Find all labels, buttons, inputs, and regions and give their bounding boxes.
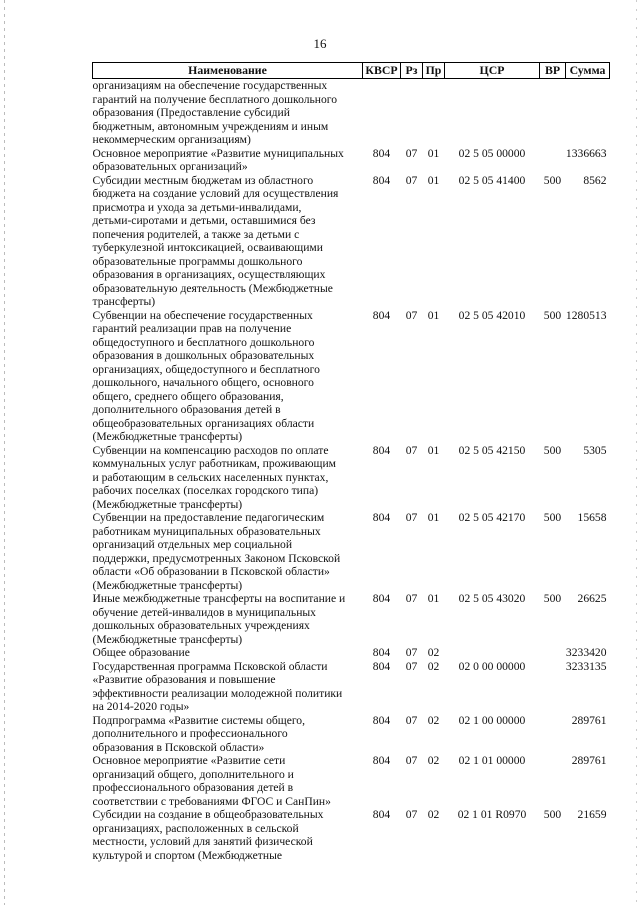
row-name-line: области «Об образовании в Псковской области» <box>92 565 330 578</box>
row-name-line: дополнительного образования детей в <box>92 403 281 416</box>
row-name-line: Подпрограмма «Развитие системы общего, <box>92 713 305 727</box>
row-pr: 01 <box>427 173 440 187</box>
row-sum: 1280513 <box>565 308 607 322</box>
row-name-line: работникам муниципальных образовательных <box>92 524 321 538</box>
row-rz: 07 <box>405 659 418 673</box>
row-name-line: образования (Предоставление субсидий <box>92 106 290 119</box>
row-pr: 02 <box>427 659 440 673</box>
row-rz: 07 <box>405 713 418 727</box>
row-csr <box>445 79 540 147</box>
row-csr: 02 5 05 42010 <box>458 308 526 322</box>
row-vr: 500 <box>543 808 562 821</box>
row-pr: 01 <box>427 443 440 457</box>
row-name <box>93 592 363 646</box>
row-kvsr: 804 <box>372 443 391 457</box>
row-kvsr: 804 <box>372 173 391 187</box>
row-vr: 500 <box>543 592 562 605</box>
row-rz: 07 <box>405 308 418 322</box>
row-sum: 26625 <box>577 592 607 605</box>
table-row <box>93 714 610 755</box>
header-name: Наименование <box>93 63 363 79</box>
row-csr: 02 5 05 42150 <box>458 443 526 457</box>
row-name-line: (Межбюджетные трансферты) <box>92 632 243 646</box>
row-name-line: (Межбюджетные трансферты) <box>92 430 243 443</box>
row-name-line: соответствии с требованиями ФГОС и СанПин» <box>92 794 331 808</box>
row-name-line: Субсидии местным бюджетам из областного <box>92 173 314 187</box>
row-vr: 500 <box>543 308 562 322</box>
row-name <box>93 79 363 147</box>
row-name-line: культурой и спортом (Межбюджетные <box>92 848 283 862</box>
row-name <box>93 511 363 592</box>
row-name-line: детьми-сиротами и детьми, оставшимися без <box>92 214 316 227</box>
row-rz <box>401 79 423 147</box>
row-vr <box>540 714 566 755</box>
row-name-line: некоммерческим организациям) <box>92 133 251 146</box>
row-name-line: Общее образование <box>92 646 190 659</box>
row-name-line: трансферты) <box>92 295 156 308</box>
row-name-line: Субвенции на обеспечение государственных <box>92 308 313 322</box>
row-vr <box>540 79 566 147</box>
row-sum: 289761 <box>571 713 607 727</box>
row-name-line: образовательную деятельность (Межбюджетные <box>92 281 333 295</box>
row-name-line: общего, среднего общего образования, <box>92 389 284 403</box>
row-name-line: организациях, расположенных в сельской <box>92 821 299 835</box>
row-rz: 07 <box>405 592 418 605</box>
row-sum: 3233420 <box>565 646 607 659</box>
table-row <box>93 808 610 862</box>
row-name-line: организациях, общедоступного и бесплатного <box>92 362 320 376</box>
row-csr: 02 1 01 00000 <box>458 754 526 767</box>
row-rz: 07 <box>405 646 418 659</box>
row-name <box>93 714 363 755</box>
row-vr: 500 <box>543 443 562 457</box>
row-name-line: гарантий реализации прав на получение <box>92 322 292 335</box>
row-csr: 02 1 00 00000 <box>458 713 526 727</box>
row-name-line: поддержки, предусмотренных Законом Псковской <box>92 551 341 565</box>
row-name-line: образовательные программы дошкольного <box>92 254 303 268</box>
table-row <box>93 444 610 512</box>
header-sum: Сумма <box>566 63 610 79</box>
header-csr: ЦСР <box>445 63 540 79</box>
row-csr: 02 5 05 41400 <box>458 173 526 187</box>
row-name-line: Субсидии на создание в общеобразовательных <box>92 808 324 821</box>
row-csr: 02 5 05 43020 <box>458 592 526 605</box>
table-row <box>93 79 610 147</box>
row-vr <box>540 754 566 808</box>
row-name-line: дополнительного и профессионального <box>92 727 288 740</box>
row-name-line: обучение детей-инвалидов в муниципальных <box>92 605 316 619</box>
row-rz: 07 <box>405 443 418 457</box>
row-name-line: образования в Псковской области» <box>92 740 265 754</box>
row-name-line: (Межбюджетные трансферты) <box>92 497 243 511</box>
row-pr: 01 <box>427 592 440 605</box>
budget-table <box>92 62 610 862</box>
row-sum: 5305 <box>583 443 607 457</box>
row-kvsr: 804 <box>372 308 391 322</box>
row-name-line: Субвенции на предоставление педагогическим <box>92 511 325 524</box>
row-kvsr: 804 <box>372 659 391 673</box>
row-name-line: бюджета на создание условий для осуществления <box>92 187 339 200</box>
row-vr: 500 <box>543 173 562 187</box>
row-name-line: бюджетным, автономным учреждениям и иным <box>92 119 329 133</box>
page-number: 16 <box>313 36 327 51</box>
row-name-line: образовательных организаций» <box>92 160 248 173</box>
row-name-line: (Межбюджетные трансферты) <box>92 578 243 592</box>
row-kvsr: 804 <box>372 713 391 727</box>
table-row <box>93 592 610 646</box>
row-sum: 3233135 <box>565 659 607 673</box>
row-name <box>93 174 363 309</box>
header-pr: Пр <box>423 63 445 79</box>
row-rz: 07 <box>405 754 418 767</box>
table-row <box>93 174 610 309</box>
row-pr: 01 <box>427 308 440 322</box>
row-name-line: туберкулезной интоксикацией, осваивающими <box>92 241 323 254</box>
row-name-line: эффективности реализации молодежной политики <box>92 686 343 700</box>
row-kvsr: 804 <box>372 754 391 767</box>
row-csr: 02 1 01 R0970 <box>457 808 527 821</box>
row-kvsr: 804 <box>372 146 391 160</box>
row-name <box>93 808 363 862</box>
row-name-line: профессионального образования детей в <box>92 781 294 794</box>
row-name-line: попечения родителей, а также за детьми с <box>92 227 300 241</box>
row-name-line: общеобразовательных организациях области <box>92 416 315 430</box>
row-rz: 07 <box>405 511 418 524</box>
row-name-line: на 2014-2020 годы» <box>92 700 190 713</box>
row-name-line: гарантий на получение бесплатного дошкольного <box>92 92 338 106</box>
row-name <box>93 754 363 808</box>
table-row <box>93 754 610 808</box>
row-name-line: присмотра и ухода за детьми-инвалидами, <box>92 200 302 214</box>
row-csr: 02 5 05 00000 <box>458 146 526 160</box>
scan-edge-right <box>636 0 637 905</box>
row-vr <box>540 660 566 714</box>
row-kvsr: 804 <box>372 511 391 524</box>
table-row <box>93 147 610 174</box>
row-sum: 8562 <box>583 173 607 187</box>
row-pr: 02 <box>427 713 440 727</box>
row-name-line: организаций отдельных мер социальной <box>92 538 293 551</box>
row-sum: 1336663 <box>565 146 607 160</box>
row-pr <box>423 79 445 147</box>
row-name-line: дошкольных образовательных учреждениях <box>92 619 310 632</box>
row-name-line: местности, условий для занятий физической <box>92 835 313 848</box>
row-name-line: организаций общего, дополнительного и <box>92 767 294 781</box>
row-name <box>93 660 363 714</box>
table-header-row <box>93 63 610 79</box>
row-name <box>93 309 363 444</box>
row-vr <box>540 147 566 174</box>
header-rz: Рз <box>401 63 423 79</box>
row-name-line: Субвенции на компенсацию расходов по оплате <box>92 443 329 457</box>
row-name-line: образования в дошкольных образовательных <box>92 349 315 362</box>
row-sum: 15658 <box>577 511 607 524</box>
row-csr: 02 5 05 42170 <box>458 511 526 524</box>
row-kvsr: 804 <box>372 808 391 821</box>
row-name-line: рабочих поселках (поселках городского типа) <box>92 484 319 497</box>
header-kvsr: КВСР <box>363 63 401 79</box>
row-rz: 07 <box>405 808 418 821</box>
row-name <box>93 646 363 660</box>
header-vr: ВР <box>540 63 566 79</box>
row-pr: 02 <box>427 754 440 767</box>
row-pr: 01 <box>427 511 440 524</box>
table-row <box>93 511 610 592</box>
row-rz: 07 <box>405 146 418 160</box>
row-sum: 21659 <box>577 808 607 821</box>
row-name-line: дошкольного, начального общего, основного <box>92 376 314 389</box>
row-kvsr <box>363 79 401 147</box>
table-row <box>93 660 610 714</box>
row-vr <box>540 646 566 660</box>
row-csr <box>445 646 540 660</box>
row-name-line: образования в организациях, осуществляющих <box>92 268 326 281</box>
row-kvsr: 804 <box>372 592 391 605</box>
row-name-line: коммунальных услуг работникам, проживающим <box>92 457 337 470</box>
row-name-line: общедоступного и бесплатного дошкольного <box>92 335 315 349</box>
row-name-line: Основное мероприятие «Развитие муниципальных <box>92 146 344 160</box>
row-pr: 02 <box>427 808 440 821</box>
row-name <box>93 147 363 174</box>
row-name-line: Иные межбюджетные трансферты на воспитание и <box>92 592 346 605</box>
scan-edge-left <box>4 0 5 905</box>
row-name-line: «Развитие образования и повышение <box>92 673 276 686</box>
table-row <box>93 646 610 660</box>
row-kvsr: 804 <box>372 646 391 659</box>
table-row <box>93 309 610 444</box>
row-name-line: и работающим в сельских населенных пунктах, <box>92 470 329 484</box>
row-vr: 500 <box>543 511 562 524</box>
row-csr: 02 0 00 00000 <box>458 659 526 673</box>
row-name <box>93 444 363 512</box>
table-body <box>93 79 610 863</box>
row-sum <box>566 79 610 147</box>
row-name-line: Государственная программа Псковской области <box>92 659 328 673</box>
row-name-line: организациям на обеспечение государственных <box>92 79 328 92</box>
row-rz: 07 <box>405 173 418 187</box>
row-pr: 02 <box>427 646 440 659</box>
row-pr: 01 <box>427 146 440 160</box>
row-name-line: Основное мероприятие «Развитие сети <box>92 754 286 767</box>
row-sum: 289761 <box>571 754 607 767</box>
